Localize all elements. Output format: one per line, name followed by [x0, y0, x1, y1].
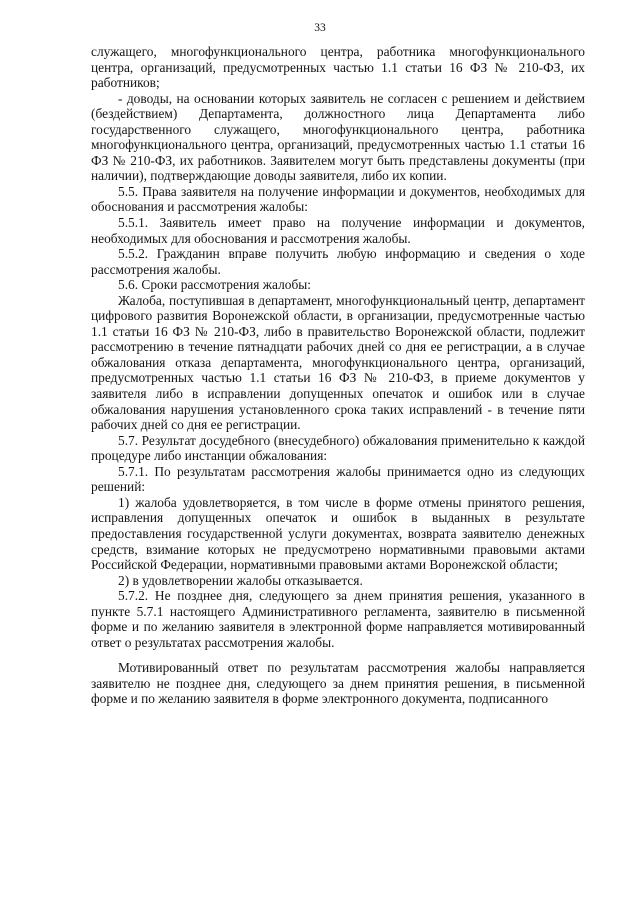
paragraph: 5.7. Результат досудебного (внесудебного) обжалования применительно к каждой процедуре либо инстанции обжалования: [91, 432, 585, 464]
paragraph: Жалоба, поступившая в департамент, многофункциональный центр, департамент цифрового развития Воронежской области, в организации, предусмотренные частью 1.1 статьи 16 ФЗ № 210-ФЗ, либо в правительство Воронежской области, подлежит рассмотрению в течение пятнадцати рабочих дней со дня ее регистрации, а в случае обжалования отказа департамента, многофункционального центра, организаций, предусмотренных частью 1.1 статьи 16 ФЗ № 210-ФЗ, в приеме документов у заявителя либо в исправлении допущенных опечаток и ошибок или в случае обжалования нарушения установленного срока таких исправлений - в течение пяти рабочих дней со дня ее регистрации. [91, 292, 585, 433]
paragraph: 1) жалоба удовлетворяется, в том числе в форме отмены принятого решения, исправления допущенных опечаток и ошибок в выданных в результате предоставления государственной услуги документах, возврата заявителю денежных средств, взимание которых не предусмотрено нормативными правовыми актами Российской Федерации, нормативными правовыми актами Воронежской области; [91, 494, 585, 573]
paragraph: 2) в удовлетворении жалобы отказывается. [118, 572, 363, 588]
document-body [91, 44, 585, 707]
page-number: 33 [314, 22, 326, 34]
paragraph: служащего, многофункционального центра, работника многофункционального центра, организаций, предусмотренных частью 1.1 статьи 16 ФЗ № 210-ФЗ, их работников; [91, 44, 585, 91]
paragraph: 5.5.2. Гражданин вправе получить любую информацию и сведения о ходе рассмотрения жалобы. [91, 246, 585, 277]
paragraph: 5.5. Права заявителя на получение информации и документов, необходимых для обоснования и рассмотрения жалобы: [91, 183, 585, 215]
paragraph: - доводы, на основании которых заявитель не согласен с решением и действием (бездействием) Департамента, должностного лица Департамента либо государственного служащего, многофункционального центра, работника многофункционального центра, организаций, предусмотренных частью 1.1 статьи 16 ФЗ № 210-ФЗ, их работников. Заявителем могут быть представлены документы (при наличии), подтверждающие доводы заявителя, либо их копии. [91, 90, 585, 184]
paragraph: 5.7.1. По результатам рассмотрения жалобы принимается одно из следующих решений: [91, 463, 585, 495]
paragraph: Мотивированный ответ по результатам рассмотрения жалобы направляется заявителю не позднее дня, следующего за днем принятия решения, в письменной форме и по желанию заявителя в форме электронного документа, подписанного [91, 660, 585, 707]
paragraph: 5.6. Сроки рассмотрения жалобы: [118, 277, 312, 293]
paragraph: 5.5.1. Заявитель имеет право на получение информации и документов, необходимых для обоснования и рассмотрения жалобы. [91, 215, 585, 246]
paragraph: 5.7.2. Не позднее дня, следующего за днем принятия решения, указанного в пункте 5.7.1 настоящего Административного регламента, заявителю в письменной форме и по желанию заявителя в электронной форме направляется мотивированный ответ о результатах рассмотрения жалобы. [91, 588, 585, 650]
